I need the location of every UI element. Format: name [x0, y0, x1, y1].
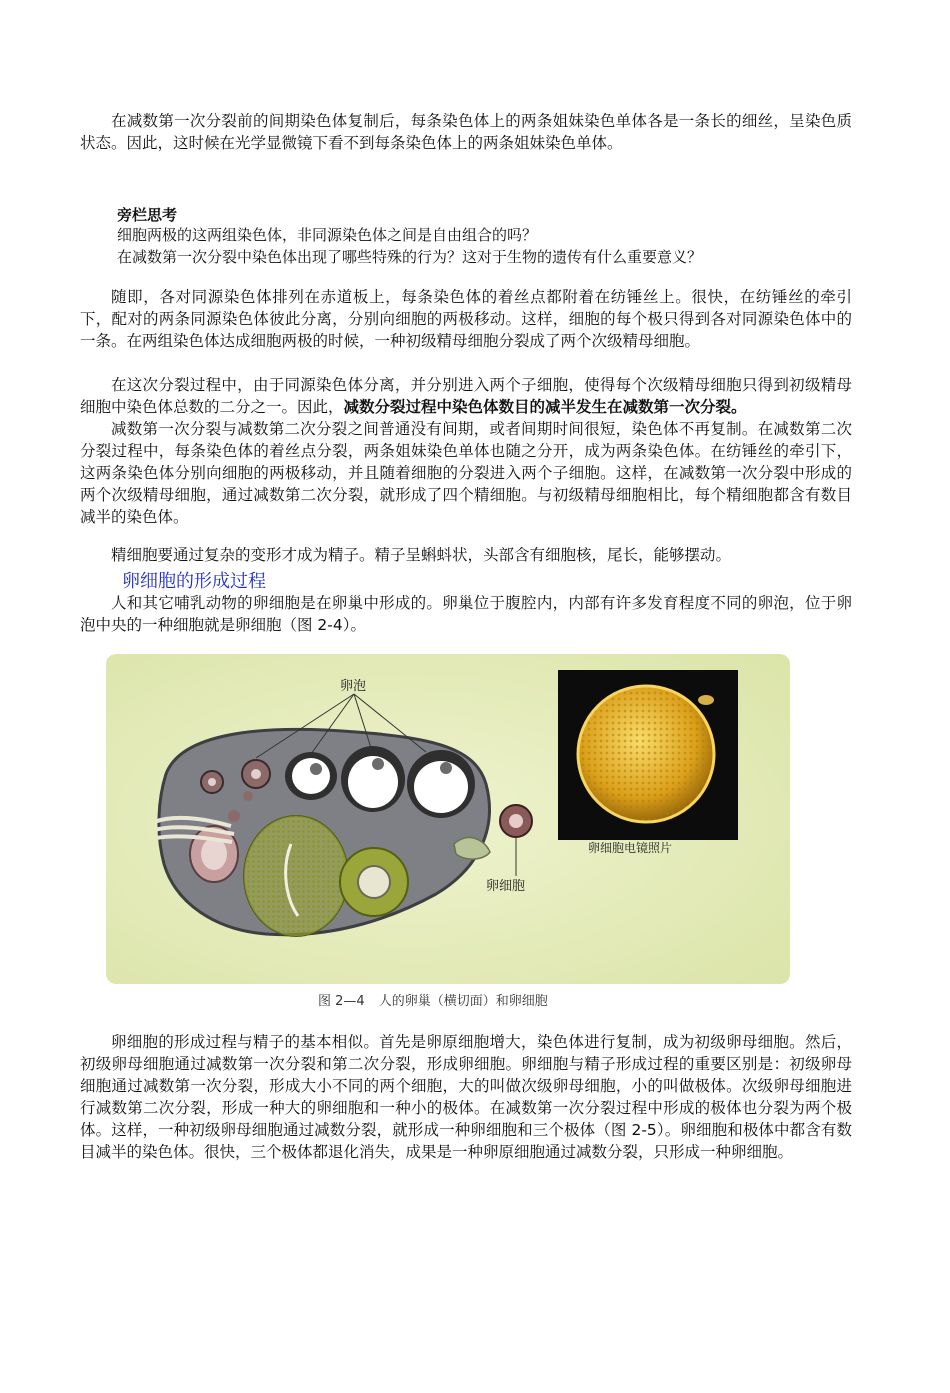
- label-em-photo: 卵细胞电镜照片: [588, 841, 673, 855]
- paragraph-interphase: 在减数第一次分裂前的间期染色体复制后，每条染色体上的两条姐妹染色单体各是一条长的细丝，呈染色质状态。因此，这时候在光学显微镜下看不到每条染色体上的两条姐妹染色单体。: [80, 112, 852, 152]
- corpus-body-core: [201, 838, 227, 870]
- sidebar-question-1: 细胞两极的这两组染色体，非同源染色体之间是自由组合的吗？: [117, 226, 538, 244]
- halving-emphasis: 减数分裂过程中染色体数目的减半发生在减数第一次分裂。: [343, 398, 747, 416]
- follicle-small-b: [243, 791, 253, 801]
- halving-text: 在这次分裂过程中，由于同源染色体分离，并分别进入两个子细胞，使得每个次级精母细胞只得到初级精母细胞中染色体总数的二分之一。因此，: [80, 376, 852, 416]
- sidebar-question-2: 在减数第一次分裂中染色体出现了哪些特殊的行为？这对于生物的遗传有什么重要意义？: [117, 248, 703, 266]
- released-egg-core: [509, 814, 523, 828]
- em-sperm-head: [698, 695, 714, 705]
- caption-text: 人的卵巢（横切面）和卵细胞: [378, 994, 548, 1009]
- paragraph-separation: 随即，各对同源染色体排列在赤道板上，每条染色体的着丝点都附着在纺锤丝上。很快，在纺锤丝的牵引下，配对的两条同源染色体彼此分离，分别向细胞的两极移动。这样，细胞的每个极只得到各对同源染色体中的一条。在两组染色体达成细胞两极的时候，一种初级精母细胞分裂成了两个次级精母细胞。: [80, 288, 852, 350]
- follicle-3-oocyte: [310, 763, 322, 775]
- paragraph-ovary: 人和其它哺乳动物的卵细胞是在卵巢中形成的。卵巢位于腹腔内，内部有许多发育程度不同的卵泡，位于卵泡中央的一种细胞就是卵细胞（图 2-4）。: [80, 594, 852, 634]
- paragraph-halving: [80, 374, 852, 418]
- figure-ovary-egg: [106, 654, 790, 984]
- follicle-1-core: [208, 778, 216, 786]
- label-egg: 卵细胞: [486, 879, 526, 894]
- paragraph-second-division: 减数第一次分裂与减数第二次分裂之间普通没有间期，或者间期时间很短，染色体不再复制。在减数第二次分裂过程中，每条染色体的着丝点分裂，两条姐妹染色单体也随之分开，成为两条染色体。在纺锤丝的牵引下，这两条染色体分别向细胞的两极移动，并且随着细胞的分裂进入两个子细胞。这样，在减数第一次分裂中形成的两个次级精母细胞，通过减数第二次分裂，就形成了四个精细胞。与初级精母细胞相比，每个精细胞都含有数目减半的染色体。: [80, 420, 852, 526]
- follicle-small-a: [228, 810, 240, 822]
- label-follicle: 卵泡: [340, 679, 367, 694]
- figure-illustration: [106, 654, 790, 984]
- follicle-3-antrum: [292, 758, 330, 794]
- follicle-large-tint: [244, 816, 348, 936]
- sidebar-title: 旁栏思考: [117, 206, 178, 224]
- paragraph-sperm: 精细胞要通过复杂的变形才成为精子。精子呈蝌蚪状，头部含有细胞核，尾长，能够摆动。: [111, 546, 732, 564]
- figure-caption: [318, 990, 562, 1009]
- follicle-5-oocyte: [440, 762, 452, 774]
- paragraph-egg-formation: 卵细胞的形成过程与精子的基本相似。首先是卵原细胞增大，染色体进行复制，成为初级卵母细胞。然后，初级卵母细胞通过减数第一次分裂和第二次分裂，形成卵细胞。卵细胞与精子形成过程的重要区别是：初级卵母细胞通过减数第一次分裂，形成大小不同的两个细胞，大的叫做次级卵母细胞，小的叫做极体。次级卵母细胞进行减数第二次分裂，形成一种大的卵细胞和一种小的极体。在减数第一次分裂过程中形成的极体也分裂为两个极体。这样，一种初级卵母细胞通过减数分裂，就形成一种卵细胞和三个极体（图 2-5）。卵细胞和极体中都含有数目减半的染色体。很快，三个极体都退化消失，成果是一种卵原细胞通过减数分裂，只形成一种卵细胞。: [80, 1033, 852, 1161]
- follicle-medium-core: [358, 866, 390, 898]
- section-title-egg-formation: 卵细胞的形成过程: [122, 571, 266, 592]
- caption-number: 图 2—4: [318, 994, 365, 1009]
- follicle-4-oocyte: [372, 758, 384, 770]
- follicle-2-core: [251, 769, 261, 779]
